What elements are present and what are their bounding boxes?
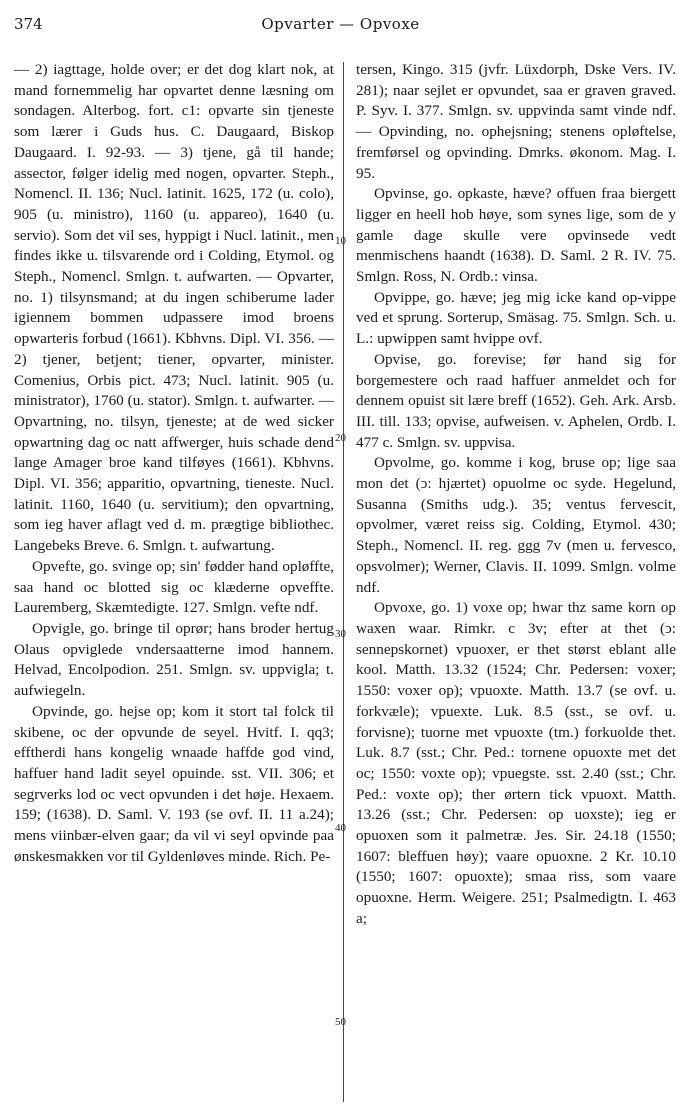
entry-opvigle: Opvigle, go. bringe til oprør; hans broder hertug Olaus opviglede vndersaatterne imod hannem. Helvad, Encolpodion. 251. Smlgn. sv. uppvigla; t. aufwiegeln. xyxy=(14,619,334,700)
line-number-10: 10 xyxy=(335,235,346,247)
entry-opvefte: Opvefte, go. svinge op; sin' fødder hand opløffte, saa hand oc blotted sig oc klæderne opveffte. Lauremberg, Skæmtedigte. 127. Smlgn. vefte ndf. xyxy=(14,557,334,617)
column-divider xyxy=(343,62,344,1102)
entry-opvise: Opvise, go. forevise; før hand sig for borgemestere och raad haffuer anmeldet och for dennem opuist sit lære breff (1652). Geh. Ark. Arsb. III. till. 133; opvise, aufweisen. v. Aphelen, Ordb. I. 477 c. Smlgn. sv. uppvisa. xyxy=(356,350,676,451)
entry-opvinse: Opvinse, go. opkaste, hæve? offuen fraa biergett ligger en heell hob høye, som synes lige, som de y gamle dage skulle vere opvinsede vedt menmischens haandt (1638). D. Saml. 2 R. IV. 75. Smlgn. Ross, N. Ordb.: vinsa. xyxy=(356,185,676,286)
entry-opvinde: Opvinde, go. hejse op; kom it stort tal folck til skibene, oc der opvunde de seyel. Hvitf. I. qq3; efftherdi hans kongelig wnaade haffde god vind, haffuer hand ladit seyel opuinde. sst. VII. 306; et segrverks lod oc vect opvunden i det høje. Hexaem. 159; (1638). D. Saml. V. 193 (se ovf. II. 11 a.24); mens viinbær-elven gaar; da vil vi seyl opvinde paa ønskesmakken vor til Gyldenløves minde. Rich. Pe- xyxy=(14,702,334,865)
entry-opvinde-continued: tersen, Kingo. 315 (jvfr. Lüxdorph, Dske Vers. IV. 281); naar sejlet er opvundet, saa er graven graved. P. Syv. I. 377. Smlgn. sv. uppvinda samt vinde ndf. — Opvinding, no. ophejsning; stenens opløftelse, fremførsel og opvinding. Dmrks. økonom. Mag. I. 95. xyxy=(356,61,676,182)
entry-opvoxe: Opvoxe, go. 1) voxe op; hwar thz same korn op waxen waar. Rimkr. c 3v; efter at thet (ↄ: sennepskornet) vpuoxer, er thet størst eblant alle kool. Matth. 13.32 (1524; Chr. Pedersen: voxer; 1550: voxer op); vpuoxte. Matth. 13.7 (se ovf. u. forkvæle); vpuexte. Luk. 8.5 (sst., se ovf. u. forvisne); tuorne met vpuoxte (tm.) forkuolde thet. Luk. 8.7 (sst.; Chr. Ped.: tornene opuoxte met det oc; 1550: voxte op); vpuegste. sst. 2.40 (sst.; Chr. Ped.: voxte op); ther ørtern tick vpuoxt. Matth. 13.26 (sst.; Chr. Pedersen: op uoxste); ieg er opuoxen som it palmetræ. Jes. Sir. 24.18 (1550; 1607: bleffuen høy); vaare opuoxne. 2 Kr. 10.10 (1550; 1607: opuoxte); smaa riss, som vaare opuoxne. Herm. Weigere. 251; Psalmedigtn. I. 463 a; xyxy=(356,599,676,927)
line-number-20: 20 xyxy=(335,432,346,444)
right-column xyxy=(356,60,676,930)
left-column xyxy=(14,60,334,867)
line-number-30: 30 xyxy=(335,628,346,640)
line-number-50: 50 xyxy=(335,1016,346,1028)
entry-opvippe: Opvippe, go. hæve; jeg mig icke kand op-vippe ved et sprung. Sorterup, Smäsag. 75. Smlgn. Sch. u. L.: upwippen samt hvippe ovf. xyxy=(356,288,676,348)
entry-opvarte-continued: — 2) iagttage, holde over; er det dog klart nok, at mand fornemmelig har opvartet denne læsning om sondagen. Alterbog. fort. c1: opvarte sin tjeneste som lærer i Guds hus. C. Daugaard, Biskop Daugaard. I. 92-93. — 3) tjene, gå til hande; assector, følger idelig med nogen, opvarter. Steph., Nomencl. II. 136; Nucl. latinit. 1625, 172 (u. colo), 905 (u. ministro), 1160 (u. appareo), 1640 (u. servio). Som det vil ses, hyppigt i Nucl. latinit., men findes ikke u. tilsvarende ord i Colding, Etymol. og Steph., Nomencl. Smlgn. t. aufwarten. — Opvarter, no. 1) tilsynsmand; at du ingen schiberume lader igiennem bommen udpassere imod broens opwarteris forbud (1661). Kbhvns. Dipl. VI. 356. — 2) tjener, betjent; tiener, opvarter, minister. Comenius, Orbis pict. 473; Nucl. latinit. 905 (u. ministrator), 1760 (u. stator). Smlgn. t. aufwarter. — Opvartning, no. tilsyn, tjeneste; at de wed sicker opwartning dag oc natt affwerger, huis schade dend lange Amager broe kand tilføyes (1661). Kbhvns. Dipl. VI. 356; apparitio, opvartning, tieneste. Nucl. latinit. 1160, 1640 (u. servitium); den opvartning, som ieg haver aflagt ved d. m. prægtige bibliothec. Langebeks Breve. 6. Smlgn. t. aufwartung. xyxy=(14,61,334,555)
running-head: Opvarter — Opvoxe xyxy=(261,15,420,33)
page-header xyxy=(14,12,667,36)
entry-opvolme: Opvolme, go. komme i kog, bruse op; lige saa mon det (ↄ: hjærtet) opuolme oc syde. Hegelund, Susanna (Smiths udg.). 35; ventus fervescit, opvolmer, været reiss sig. Colding, Etymol. 430; Steph., Nomencl. II. reg. ggg 7v (men u. fervesco, opsvolmer); Werner, Clavis. II. 1099. Smlgn. volme ndf. xyxy=(356,454,676,596)
line-number-40: 40 xyxy=(335,822,346,834)
page-number: 374 xyxy=(14,15,43,33)
